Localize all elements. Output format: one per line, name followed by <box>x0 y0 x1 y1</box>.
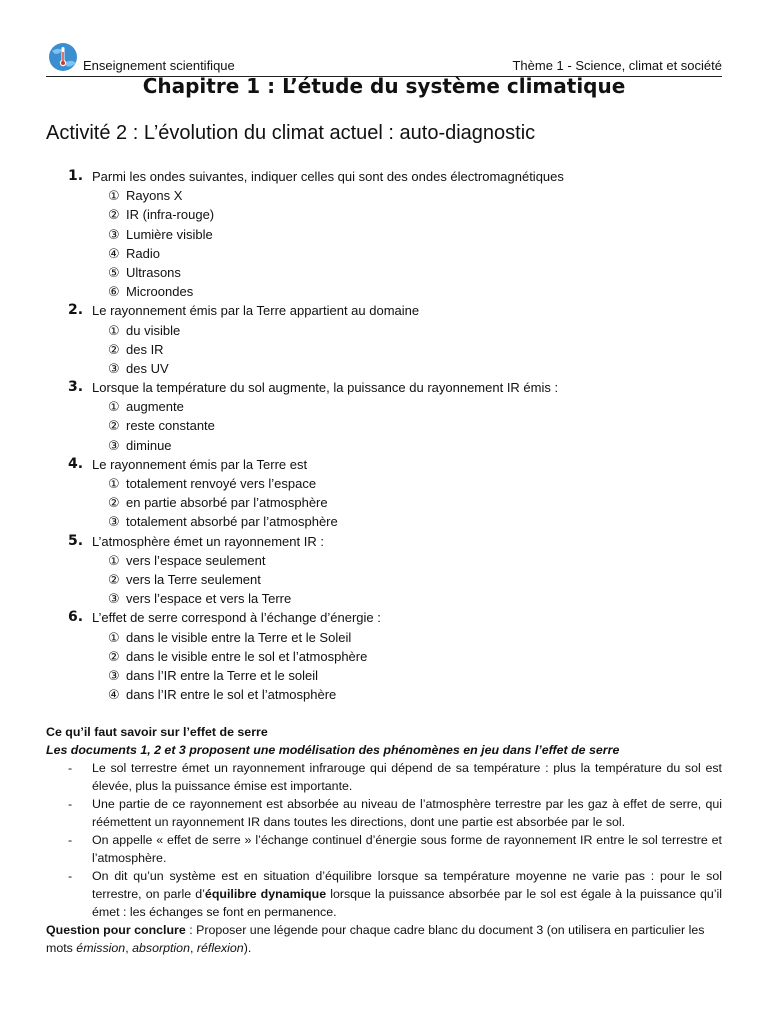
option-text: vers la Terre seulement <box>126 571 261 587</box>
option-marker: ② <box>108 495 120 511</box>
option-marker: ③ <box>108 514 120 530</box>
answer-option <box>46 321 726 340</box>
option-marker: ① <box>108 188 120 204</box>
option-text: IR (infra-rouge) <box>126 207 215 223</box>
header-subject: Enseignement scientifique <box>83 58 235 73</box>
answer-option <box>46 282 726 301</box>
bullet-list <box>46 759 722 921</box>
answer-option <box>46 493 726 512</box>
option-text: Lumière visible <box>126 226 213 242</box>
question-line <box>46 301 726 320</box>
question-number: 6. <box>68 609 84 626</box>
option-text: Rayons X <box>126 188 183 204</box>
answer-option <box>46 340 726 359</box>
answer-option <box>46 416 726 435</box>
option-text: Radio <box>126 245 160 261</box>
question-list <box>46 167 726 704</box>
thermometer-globe-icon <box>46 42 82 72</box>
option-text: dans le visible entre le sol et l’atmosphère <box>126 648 368 664</box>
question-line <box>46 378 726 397</box>
option-marker: ③ <box>108 591 120 607</box>
option-text: totalement renvoyé vers l’espace <box>126 476 317 491</box>
section-heading: Ce qu’il faut savoir sur l’effet de serre <box>46 725 268 739</box>
question-text: L’effet de serre correspond à l’échange d’énergie : <box>92 610 381 626</box>
page-header <box>46 42 722 78</box>
section-subheading: Les documents 1, 2 et 3 proposent une modélisation des phénomènes en jeu dans l’effet de serre <box>46 743 620 757</box>
answer-option <box>46 186 726 205</box>
bullet-item: - On appelle « effet de serre » l’échange continuel d’énergie sous forme de rayonnement IR entre le sol terrestre et l’atmosphère. <box>68 833 722 865</box>
option-text: dans l’IR entre le sol et l’atmosphère <box>126 687 337 703</box>
option-marker: ③ <box>108 667 120 683</box>
header-theme: Thème 1 - Science, climat et société <box>512 58 722 73</box>
option-marker: ③ <box>108 437 120 453</box>
option-text: dans l’IR entre la Terre et le soleil <box>126 667 318 683</box>
bullet-item: - Une partie de ce rayonnement est absorbée au niveau de l’atmosphère terrestre par les gaz à effet de serre, qui réémettent un rayonnement IR dans toutes les directions, dont une partie est absorbée par le sol. <box>68 797 722 829</box>
option-text: vers l’espace et vers la Terre <box>126 591 292 607</box>
answer-option <box>46 666 726 685</box>
question-number: 4. <box>68 455 84 472</box>
question-item <box>46 167 726 301</box>
question-item <box>46 532 726 609</box>
option-text: des IR <box>126 341 164 357</box>
key-points-section <box>46 723 722 957</box>
answer-option <box>46 225 726 244</box>
option-marker: ① <box>108 399 120 415</box>
answer-option <box>46 647 726 666</box>
answer-option <box>46 205 726 224</box>
option-text: diminue <box>126 437 172 453</box>
answer-option <box>46 263 726 282</box>
answer-option <box>46 589 726 608</box>
answer-option <box>46 359 726 378</box>
option-marker: ③ <box>108 360 120 376</box>
question-line <box>46 608 726 627</box>
option-marker: ④ <box>108 687 120 703</box>
bullet-item: - Le sol terrestre émet un rayonnement infrarouge qui dépend de sa température : plus la température du sol est élevée, plus la puissance émise est importante. <box>68 761 722 793</box>
option-marker: ⑤ <box>108 264 120 280</box>
answer-option <box>46 436 726 455</box>
option-marker: ⑥ <box>108 284 120 300</box>
question-item <box>46 301 726 378</box>
question-text: Parmi les ondes suivantes, indiquer celles qui sont des ondes électromagnétiques <box>92 169 564 184</box>
answer-option <box>46 551 726 570</box>
option-text: dans le visible entre la Terre et le Soleil <box>126 629 352 645</box>
question-text: Lorsque la température du sol augmente, la puissance du rayonnement IR émis : <box>92 380 559 396</box>
option-marker: ② <box>108 207 120 223</box>
question-text: Le rayonnement émis par la Terre appartient au domaine <box>92 303 420 319</box>
option-marker: ① <box>108 476 120 491</box>
question-line <box>46 455 726 474</box>
answer-option <box>46 512 726 531</box>
bullet-item: - On dit qu’un système est en situation d’équilibre lorsque sa température moyenne ne varie pas : pour le sol terrestre, on parle d’équilibre dynamique lorsque la puissance absorbée par le sol est égale à la puissance qu’il émet : les échanges se font en permanence. <box>68 869 722 919</box>
option-text: Ultrasons <box>126 264 181 280</box>
option-text: Microondes <box>126 284 194 300</box>
question-line <box>46 532 726 551</box>
option-text: reste constante <box>126 418 215 434</box>
option-marker: ② <box>108 341 120 357</box>
option-marker: ① <box>108 629 120 645</box>
activity-title: Activité 2 : L’évolution du climat actuel : auto-diagnostic <box>46 122 536 144</box>
option-marker: ② <box>108 418 120 434</box>
question-number: 5. <box>68 532 84 549</box>
question-item <box>46 455 726 532</box>
answer-option <box>46 685 726 704</box>
option-marker: ③ <box>108 226 120 242</box>
option-text: des UV <box>126 360 169 376</box>
option-marker: ② <box>108 648 120 664</box>
answer-option <box>46 474 726 493</box>
option-marker: ① <box>108 322 120 338</box>
option-text: augmente <box>126 399 184 415</box>
question-item <box>46 608 726 704</box>
option-marker: ① <box>108 552 120 568</box>
answer-option <box>46 570 726 589</box>
answer-option <box>46 628 726 647</box>
question-item <box>46 378 726 455</box>
question-text: Le rayonnement émis par la Terre est <box>92 456 308 472</box>
question-number: 3. <box>68 379 84 396</box>
question-number: 1. <box>68 168 84 184</box>
conclusion-question: Question pour conclure : Proposer une légende pour chaque cadre blanc du document 3 (on utilisera en particulier les mots émission, absorption, réflexion). <box>46 923 705 955</box>
option-text: totalement absorbé par l’atmosphère <box>126 514 338 530</box>
option-marker: ② <box>108 571 120 587</box>
option-text: du visible <box>126 322 181 338</box>
answer-option <box>46 397 726 416</box>
chapter-title: Chapitre 1 : L’étude du système climatique <box>142 74 626 98</box>
question-number: 2. <box>68 302 84 319</box>
question-line <box>46 167 726 186</box>
option-marker: ④ <box>108 245 120 261</box>
option-text: en partie absorbé par l’atmosphère <box>126 495 328 511</box>
question-text: L’atmosphère émet un rayonnement IR : <box>92 533 324 549</box>
option-text: vers l’espace seulement <box>126 552 266 568</box>
answer-option <box>46 244 726 263</box>
